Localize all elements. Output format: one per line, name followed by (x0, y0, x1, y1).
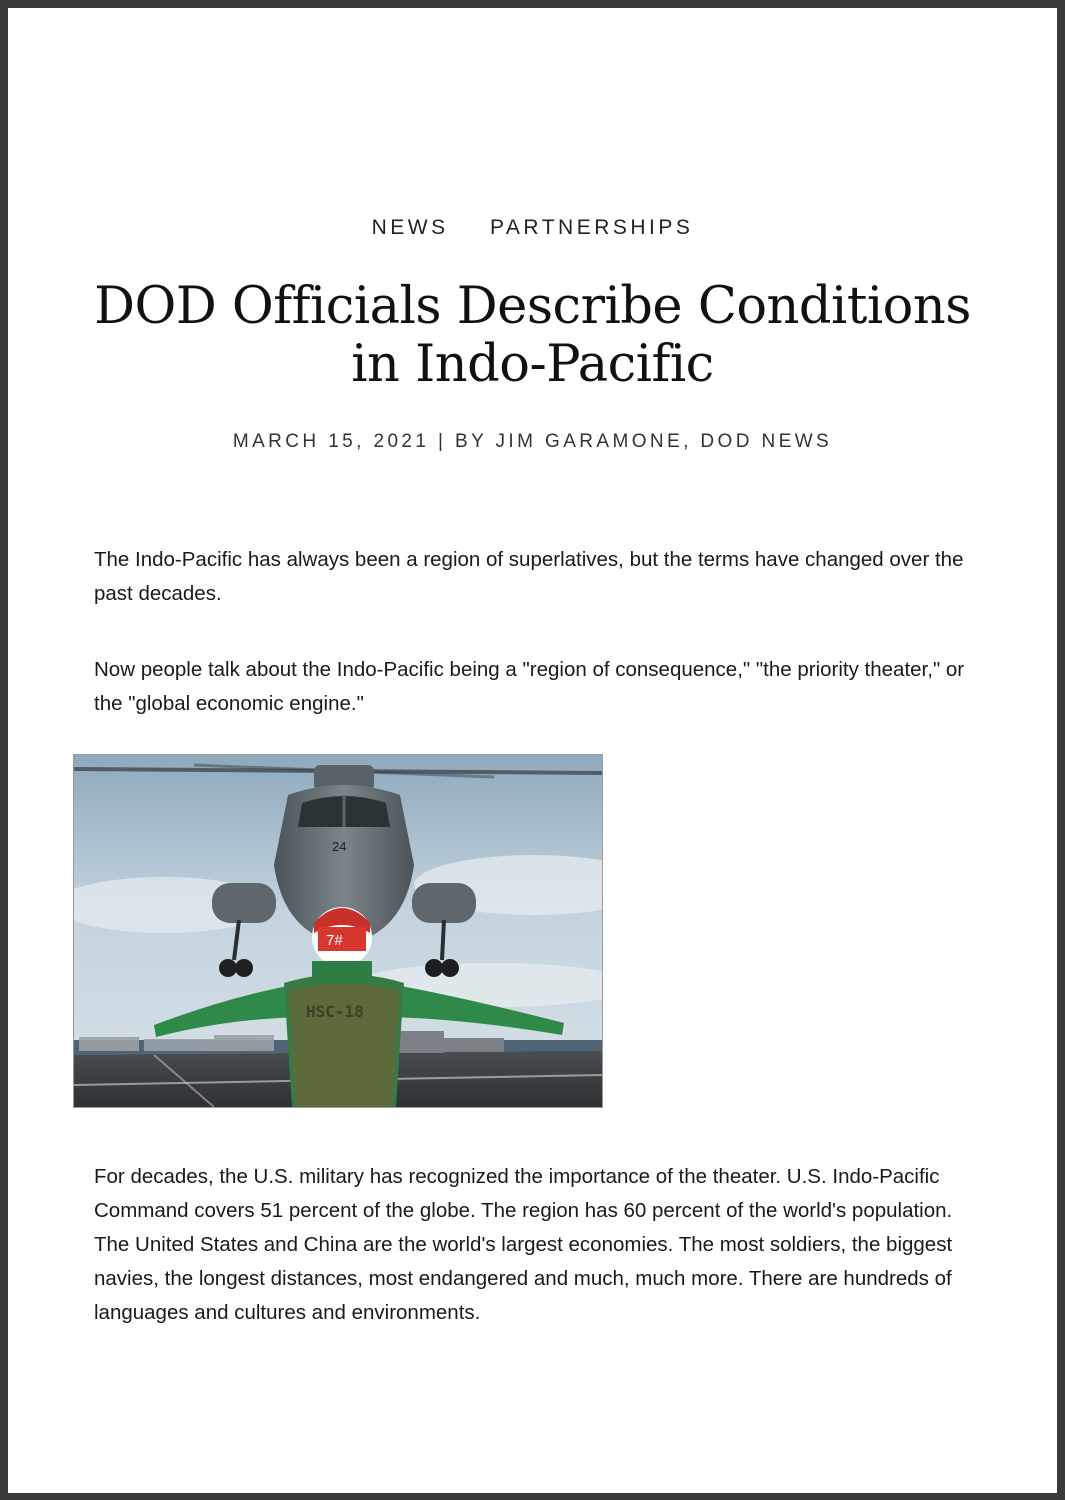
article-title (68, 278, 997, 394)
article-paragraph-3: For decades, the U.S. military has recognized the importance of the theater. U.S. Indo-Pacific Command covers 51 percent of the globe. The region has 60 percent of the world's population. The United States and China are the world's largest economies. The most soldiers, the biggest navies, the longest distances, most endangered and much, much more. There are hundreds of languages and cultures and environments. (94, 1165, 953, 1324)
helmet-number: 7# (326, 932, 343, 949)
category-news-link[interactable]: NEWS (371, 216, 449, 239)
article-paragraph-2: Now people talk about the Indo-Pacific being a "region of consequence," "the priority theater," or the "global economic engine." (94, 658, 965, 715)
article-paragraph-1: The Indo-Pacific has always been a region of superlatives, but the terms have changed over the past decades. (94, 548, 964, 605)
category-tags (8, 216, 1057, 240)
article-photo (73, 754, 603, 1108)
article-title-line2: in Indo-Pacific (351, 335, 714, 394)
category-partnerships-link[interactable]: PARTNERSHIPS (489, 216, 694, 239)
vest-text: HSC-18 (306, 1002, 364, 1021)
helicopter-landing-photo (74, 755, 602, 1107)
article-page (8, 8, 1057, 1493)
nose-number: 24 (332, 839, 347, 854)
article-byline: MARCH 15, 2021 | BY JIM GARAMONE, DOD NEWS (232, 431, 833, 452)
article-title-line1: DOD Officials Describe Conditions (94, 277, 971, 336)
